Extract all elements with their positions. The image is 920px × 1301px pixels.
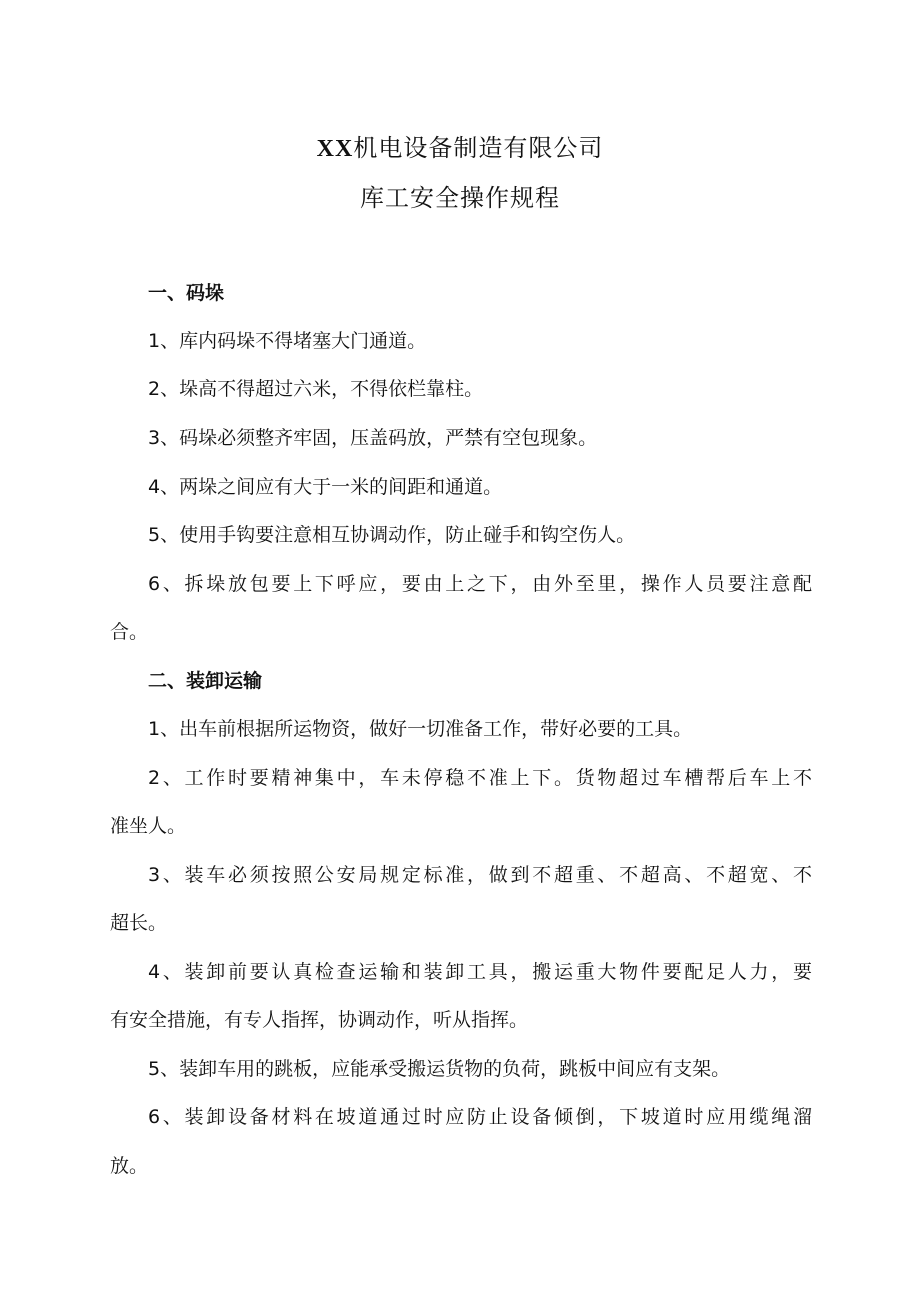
section2-item-4-line2: 有安全措施，有专人指挥，协调动作，听从指挥。 <box>110 1009 529 1031</box>
section2-item-6-line2: 放。 <box>110 1155 149 1177</box>
section2-item-2-line2: 准坐人。 <box>110 815 187 837</box>
section1-item-3: 3、码垛必须整齐牢固，压盖码放，严禁有空包现象。 <box>148 427 598 449</box>
section1-item-4: 4、两垛之间应有大于一米的间距和通道。 <box>148 476 503 498</box>
section1-item-6-line1: 6、拆垛放包要上下呼应，要由上之下，由外至里，操作人员要注意配 <box>148 573 812 595</box>
company-name <box>0 128 920 163</box>
section2-item-6-line1: 6、装卸设备材料在坡道通过时应防止设备倾倒，下坡道时应用缆绳溜 <box>148 1106 812 1128</box>
section-heading-loading: 二、装卸运输 <box>148 670 263 692</box>
section1-item-1: 1、库内码垛不得堵塞大门通道。 <box>148 330 427 352</box>
section1-item-6-line2: 合。 <box>110 621 149 643</box>
section2-item-3-line1: 3、装车必须按照公安局规定标准，做到不超重、不超高、不超宽、不 <box>148 864 812 886</box>
company-prefix: XX <box>316 136 354 162</box>
section2-item-2-line1: 2、工作时要精神集中，车未停稳不准上下。货物超过车槽帮后车上不 <box>148 767 812 789</box>
section2-item-3-line2: 超长。 <box>110 912 168 934</box>
company-name-rest: 机电设备制造有限公司 <box>353 134 604 162</box>
section2-item-5: 5、装卸车用的跳板，应能承受搬运货物的负荷，跳板中间应有支架。 <box>148 1058 731 1080</box>
section2-item-1: 1、出车前根据所运物资，做好一切准备工作，带好必要的工具。 <box>148 718 693 740</box>
document-title: 库工安全操作规程 <box>360 184 560 212</box>
section2-item-4-line1: 4、装卸前要认真检查运输和装卸工具，搬运重大物件要配足人力，要 <box>148 961 812 983</box>
section-heading-stacking: 一、码垛 <box>148 282 225 304</box>
section1-item-5: 5、使用手钩要注意相互协调动作，防止碰手和钩空伤人。 <box>148 524 636 546</box>
section1-item-2: 2、垛高不得超过六米，不得依栏靠柱。 <box>148 378 484 400</box>
